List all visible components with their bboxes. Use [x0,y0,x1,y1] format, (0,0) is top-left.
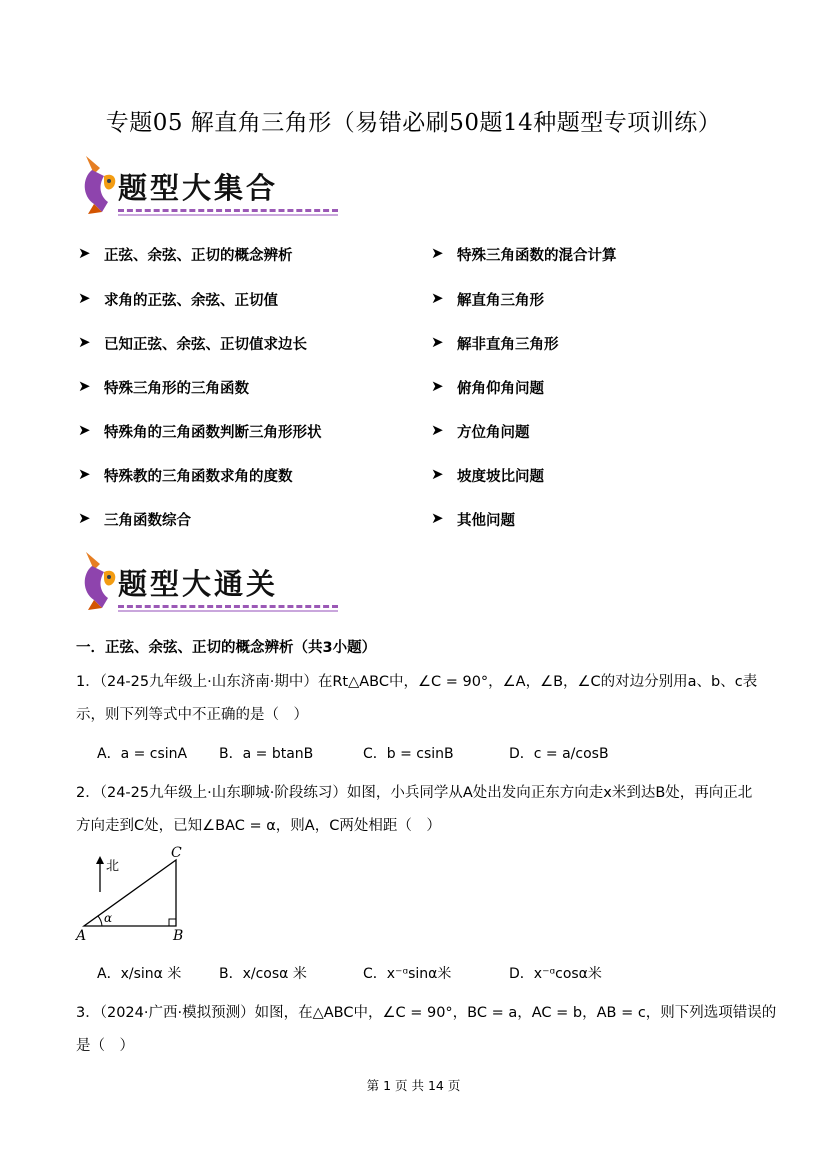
toc-item[interactable]: ➤ 其他问题 [431,509,515,529]
option-d[interactable]: D．c = a/cosB [509,746,609,762]
toc-item[interactable]: ➤ 俯角仰角问题 [431,377,544,397]
toc-item[interactable]: ➤ 已知正弦、余弦、正切值求边长 [78,333,307,353]
option-c[interactable]: C．b = csinB [363,746,454,762]
toc-item[interactable]: ➤ 特殊角的三角函数判断三角形形状 [78,421,322,441]
option-a[interactable]: A．x/sinα 米 [97,966,182,982]
vertex-b-label: B [173,928,184,944]
arrow-bullet-icon: ➤ [78,509,91,527]
toc-item[interactable]: ➤ 解直角三角形 [431,289,544,309]
toc-item[interactable]: ➤ 解非直角三角形 [431,333,559,353]
question-3-line2: 是（ ） [76,1038,134,1054]
document-title: 专题05 解直角三角形（易错必刷50题14种题型专项训练） [105,110,722,136]
banner-divider [118,605,338,608]
arrow-bullet-icon: ➤ [78,377,91,395]
arrow-bullet-icon: ➤ [78,333,91,351]
option-b[interactable]: B．a = btanB [219,746,314,762]
question-1-line2: 示，则下列等式中不正确的是（ ） [76,707,308,723]
vertex-c-label: C [171,845,182,861]
triangle-figure [72,842,202,944]
arrow-bullet-icon: ➤ [78,244,91,262]
arrow-bullet-icon: ➤ [431,244,444,262]
arrow-bullet-icon: ➤ [78,465,91,483]
arrow-bullet-icon: ➤ [78,421,91,439]
section-heading: 一．正弦、余弦、正切的概念辨析（共3小题） [76,640,377,656]
page-footer: 第 1 页 共 14 页 [366,1078,461,1093]
toc-item[interactable]: ➤ 正弦、余弦、正切的概念辨析 [78,244,293,264]
toc-item[interactable]: ➤ 求角的正弦、余弦、正切值 [78,289,278,309]
toc-item[interactable]: ➤ 三角函数综合 [78,509,191,529]
arrow-bullet-icon: ➤ [431,333,444,351]
section-banner-types [78,152,308,224]
banner-underline [118,214,338,216]
arrow-bullet-icon: ➤ [431,465,444,483]
right-angle-mark [169,919,176,926]
toc-item[interactable]: ➤ 坡度坡比问题 [431,465,544,485]
toc-item[interactable]: ➤ 特殊三角函数的混合计算 [431,244,617,264]
question-2-line1: 2．（24-25九年级上·山东聊城·阶段练习）如图，小兵同学从A处出发向正东方向走x米到达B处，再向正北 [76,785,753,801]
option-d[interactable]: D．x⁻ᵅcosα米 [509,966,602,982]
arrow-bullet-icon: ➤ [78,289,91,307]
toc-item[interactable]: ➤ 方位角问题 [431,421,530,441]
section-banner-practice [78,548,308,620]
arrow-bullet-icon: ➤ [431,377,444,395]
wizard-mascot-icon [78,548,122,614]
toc-item[interactable]: ➤ 特殊三角形的三角函数 [78,377,249,397]
north-label: 北 [106,859,120,874]
arrow-bullet-icon: ➤ [431,289,444,307]
banner-title: 题型大集合 [118,171,279,205]
triangle-abc [84,860,176,926]
option-b[interactable]: B．x/cosα 米 [219,966,307,982]
arrow-bullet-icon: ➤ [431,421,444,439]
arrow-bullet-icon: ➤ [431,509,444,527]
question-3-line1: 3．（2024·广西·模拟预测）如图，在△ABC中，∠C = 90°，BC = a，AC = b，AB = c，则下列选项错误的 [76,1005,777,1021]
question-1-line1: 1．（24-25九年级上·山东济南·期中）在Rt△ABC中，∠C = 90°，∠A，∠B，∠C的对边分别用a、b、c表 [76,674,758,690]
question-2-line2: 方向走到C处，已知∠BAC = α，则A，C两处相距（ ） [76,818,441,834]
toc-item[interactable]: ➤ 特殊教的三角函数求角的度数 [78,465,293,485]
banner-title: 题型大通关 [118,567,279,601]
angle-arc [98,916,102,926]
wizard-mascot-icon [78,152,122,218]
banner-divider [118,209,338,212]
option-a[interactable]: A．a = csinA [97,746,188,762]
angle-label: α [104,911,113,925]
banner-underline [118,610,338,612]
vertex-a-label: A [76,928,87,944]
option-c[interactable]: C．x⁻ᵅsinα米 [363,966,452,982]
